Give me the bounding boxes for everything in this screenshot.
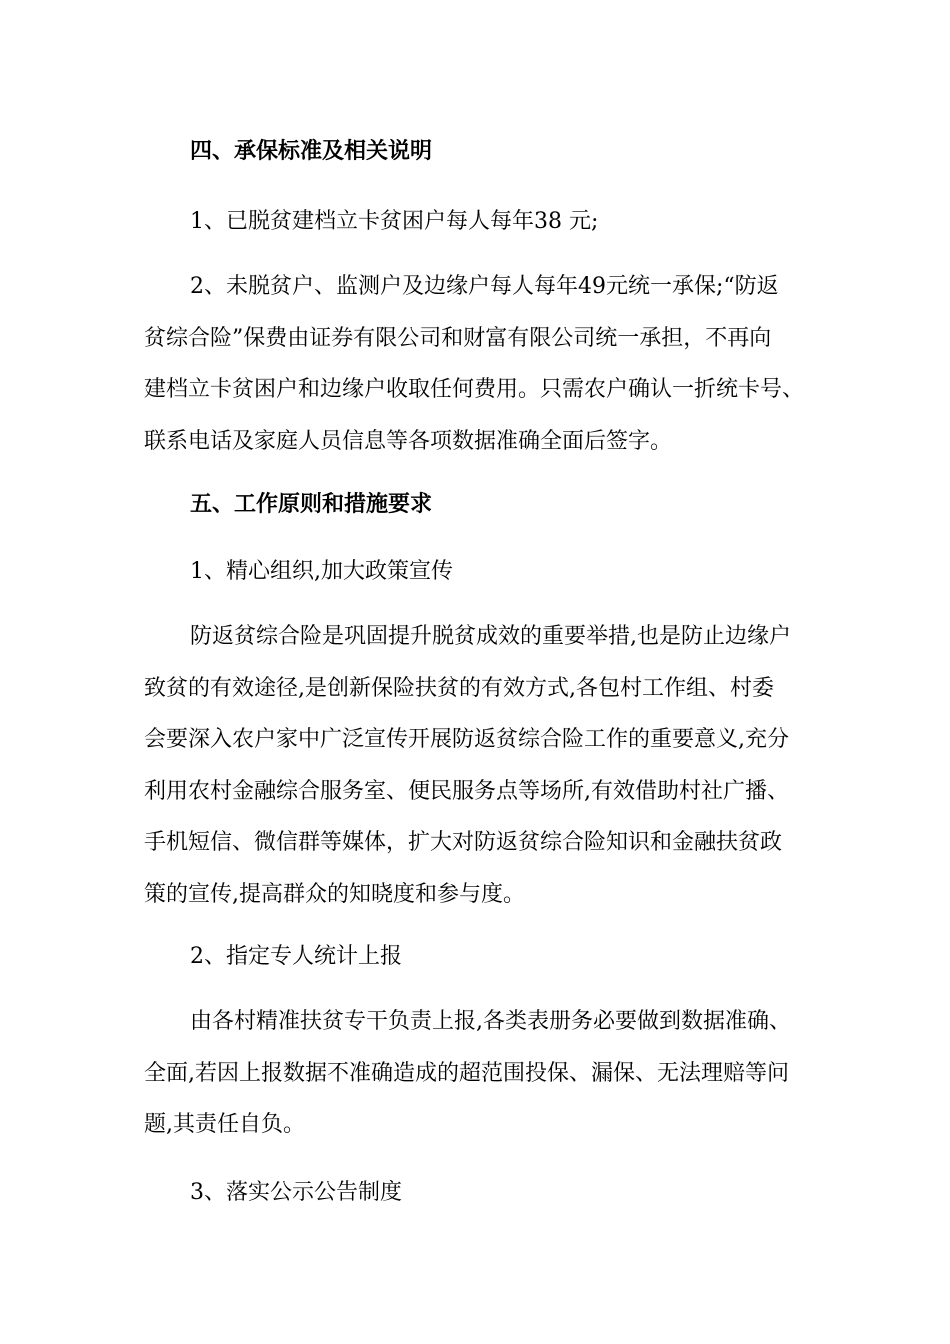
paragraph-line: 利用农村金融综合服务室、便民服务点等场所,有效借助村社广播、	[144, 778, 789, 804]
section-5-sub-2-title: 2、指定专人统计上报	[190, 944, 402, 969]
paragraph-line: 题,其责任自负。	[144, 1112, 305, 1137]
section-4-item-2	[144, 263, 814, 465]
section-4-heading: 四、承保标准及相关说明	[190, 139, 433, 164]
paragraph-line: 致贫的有效途径,是创新保险扶贫的有效方式,各包村工作组、村委	[144, 675, 774, 701]
paragraph-line: 由各村精准扶贫专干负责上报,各类表册务必要做到数据准确、	[190, 1009, 791, 1034]
paragraph-line: 防返贫综合险是巩固提升脱贫成效的重要举措,也是防止边缘户	[190, 624, 791, 649]
paragraph-line: 2、未脱贫户、监测户及边缘户每人每年49元统一承保;“防返	[190, 274, 779, 299]
section-5-heading: 五、工作原则和措施要求	[190, 492, 433, 517]
section-5-sub-1-title: 1、精心组织,加大政策宣传	[190, 559, 453, 584]
paragraph-line: 会要深入农户家中广泛宣传开展防返贫综合险工作的重要意义,充分	[144, 727, 789, 752]
paragraph-line: 联系电话及家庭人员信息等各项数据准确全面后签字。	[144, 428, 673, 454]
paragraph-line: 建档立卡贫困户和边缘户收取任何费用。只需农户确认一折统卡号、	[144, 377, 805, 402]
paragraph-line: 全面,若因上报数据不准确造成的超范围投保、漏保、无法理赔等问	[144, 1060, 789, 1086]
paragraph-line: 贫综合险”保费由证券有限公司和财富有限公司统一承担，不再向	[144, 325, 772, 351]
section-5-sub-3-title: 3、落实公示公告制度	[190, 1180, 402, 1205]
section-4-item-1: 1、已脱贫建档立卡贫困户每人每年38 元;	[190, 209, 599, 234]
paragraph-line: 策的宣传,提高群众的知晓度和参与度。	[144, 881, 525, 907]
paragraph-line: 手机短信、微信群等媒体，扩大对防返贫综合险知识和金融扶贫政	[144, 830, 783, 855]
section-5-sub-2-body	[144, 998, 814, 1149]
section-5-sub-1-body	[144, 613, 814, 918]
